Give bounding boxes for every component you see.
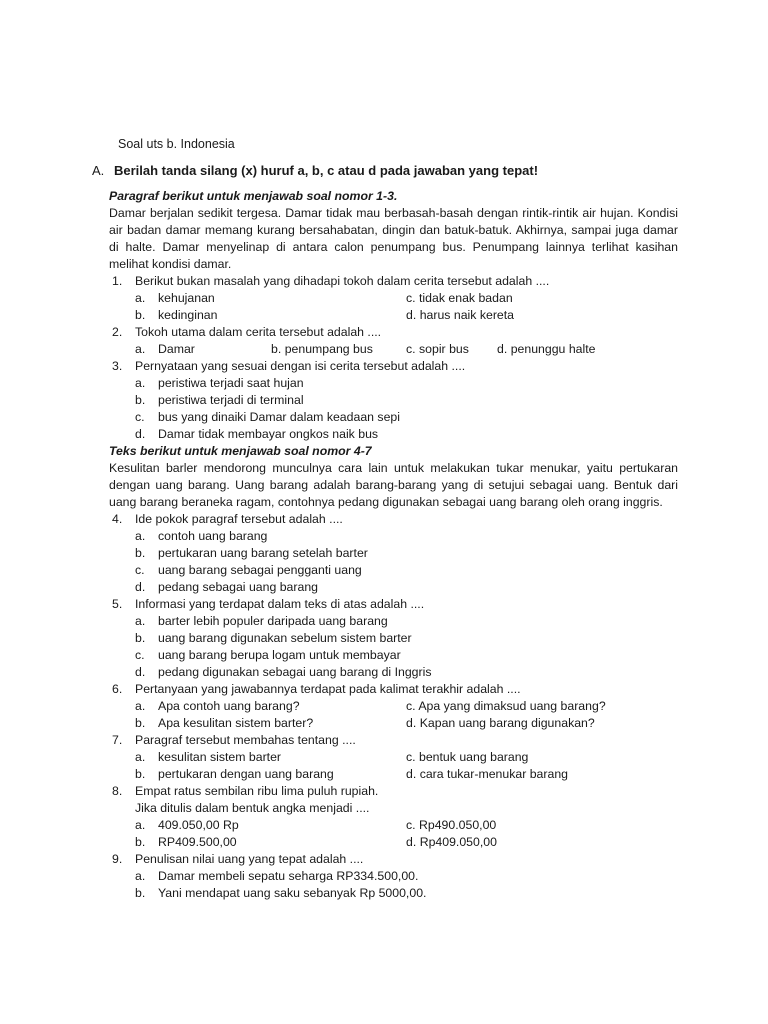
option-label: d.	[406, 308, 417, 322]
option-text: kesulitan sistem barter	[158, 750, 282, 764]
group2-intro: Teks berikut untuk menjawab soal nomor 4-7	[109, 444, 372, 458]
option-d[interactable]	[406, 307, 514, 324]
option-text: pertukaran dengan uang barang	[158, 767, 334, 781]
question-text: Tokoh utama dalam cerita tersebut adalah ....	[135, 325, 382, 339]
option-c[interactable]	[406, 817, 496, 834]
option-b[interactable]	[109, 392, 678, 409]
option-label: c.	[135, 410, 145, 424]
option-label: a.	[135, 614, 146, 628]
option-label: a.	[135, 529, 146, 543]
question-number: 9.	[112, 852, 123, 866]
option-text: tidak enak badan	[419, 291, 513, 305]
section-heading	[92, 163, 692, 178]
option-text: kehujanan	[158, 291, 215, 305]
option-label: a.	[135, 342, 146, 356]
option-text: uang barang berupa logam untuk membayar	[158, 648, 401, 662]
question-text: Informasi yang terdapat dalam teks di atas adalah ....	[135, 597, 425, 611]
option-text: Rp490.050,00	[419, 818, 497, 832]
question-text: Pertanyaan yang jawabannya terdapat pada kalimat terakhir adalah ....	[135, 682, 521, 696]
option-label: d.	[406, 716, 417, 730]
question-number: 8.	[112, 784, 123, 798]
option-label: d.	[406, 767, 417, 781]
option-b[interactable]	[135, 307, 218, 324]
option-text: RP409.500,00	[158, 835, 237, 849]
option-text: cara tukar-menukar barang	[419, 767, 569, 781]
option-text: Kapan uang barang digunakan?	[419, 716, 595, 730]
option-text: Damar	[158, 342, 195, 356]
option-d[interactable]	[406, 715, 595, 732]
option-d[interactable]	[406, 766, 568, 783]
option-text: Apa contoh uang barang?	[158, 699, 300, 713]
option-text: pertukaran uang barang setelah barter	[158, 546, 368, 560]
option-a[interactable]	[135, 698, 300, 715]
option-label: a.	[135, 750, 146, 764]
option-text: bus yang dinaiki Damar dalam keadaan sepi	[158, 410, 400, 424]
option-b[interactable]	[135, 766, 334, 783]
option-label: c.	[406, 750, 416, 764]
question-9	[109, 851, 678, 868]
option-d[interactable]	[109, 664, 678, 681]
option-label: c.	[406, 699, 416, 713]
option-row	[109, 698, 678, 715]
question-7	[109, 732, 678, 749]
option-label: b.	[135, 631, 146, 645]
option-c[interactable]	[406, 341, 469, 358]
question-5	[109, 596, 678, 613]
option-text: uang barang digunakan sebelum sistem barter	[158, 631, 412, 645]
option-b[interactable]	[271, 341, 373, 358]
question-text: Pernyataan yang sesuai dengan isi cerita tersebut adalah ....	[135, 359, 466, 373]
option-b[interactable]	[109, 545, 678, 562]
option-label: a.	[135, 869, 146, 883]
option-c[interactable]	[406, 290, 513, 307]
option-text: penunggu halte	[510, 342, 596, 356]
question-number: 6.	[112, 682, 123, 696]
option-row	[109, 834, 678, 851]
option-text: sopir bus	[419, 342, 469, 356]
option-label: d.	[497, 342, 508, 356]
question-8	[109, 783, 678, 817]
option-label: b.	[135, 767, 146, 781]
option-label: b.	[271, 342, 282, 356]
option-text: Damar tidak membayar ongkos naik bus	[158, 427, 379, 441]
option-c[interactable]	[109, 647, 678, 664]
option-label: a.	[135, 699, 146, 713]
option-b[interactable]	[135, 715, 313, 732]
option-text: barter lebih populer daripada uang barang	[158, 614, 388, 628]
option-text: pedang sebagai uang barang	[158, 580, 319, 594]
option-label: a.	[135, 376, 146, 390]
option-row	[109, 341, 678, 358]
option-text: penumpang bus	[284, 342, 373, 356]
option-label: b.	[135, 546, 146, 560]
question-number: 4.	[112, 512, 123, 526]
option-d[interactable]	[109, 579, 678, 596]
option-row	[109, 749, 678, 766]
option-text: Apa kesulitan sistem barter?	[158, 716, 314, 730]
question-number: 2.	[112, 325, 123, 339]
option-label: b.	[135, 835, 146, 849]
option-label: c.	[135, 563, 145, 577]
option-b[interactable]	[135, 834, 237, 851]
option-a[interactable]	[109, 375, 678, 392]
question-number: 7.	[112, 733, 123, 747]
option-row	[109, 307, 678, 324]
option-a[interactable]	[109, 868, 678, 885]
question-text: Ide pokok paragraf tersebut adalah ....	[135, 512, 343, 526]
question-2	[109, 324, 678, 341]
option-text: uang barang sebagai pengganti uang	[158, 563, 362, 577]
option-label: c.	[135, 648, 145, 662]
question-3	[109, 358, 678, 375]
option-d[interactable]	[109, 426, 678, 443]
group2-paragraph: Kesulitan barler mendorong munculnya cara lain untuk melakukan tukar menukar, yaitu pertukaran dengan uang barang. Uang barang adalah barang-barang yang di setujui sebagai uang. Bentuk dari uang barang beraneka ragam, contohnya pedang digunakan sebagai uang barang oleh orang inggris.	[109, 461, 678, 509]
question-number: 5.	[112, 597, 123, 611]
option-label: b.	[135, 886, 146, 900]
group1-paragraph: Damar berjalan sedikit tergesa. Damar tidak mau berbasah-basah dengan rintik-rintik air hujan. Kondisi air badan damar memang kurang bersahabatan, dingin dan batuk-batuk. Akhirnya, sampai juga damar di halte. Damar menyelinap di antara calon penumpang bus. Penumpang lainnya terlihat kasihan melihat kondisi damar.	[109, 206, 678, 271]
option-label: d.	[135, 580, 146, 594]
question-text: Paragraf tersebut membahas tentang ....	[135, 733, 356, 747]
option-text: peristiwa terjadi di terminal	[158, 393, 304, 407]
option-a[interactable]	[135, 749, 281, 766]
option-text: bentuk uang barang	[419, 750, 529, 764]
option-a[interactable]	[109, 613, 678, 630]
option-text: Yani mendapat uang saku sebanyak Rp 5000,00.	[158, 886, 427, 900]
option-c[interactable]	[406, 698, 606, 715]
option-label: c.	[406, 818, 416, 832]
option-label: c.	[406, 342, 416, 356]
section-instruction: Berilah tanda silang (x) huruf a, b, c atau d pada jawaban yang tepat!	[114, 163, 539, 178]
option-label: d.	[406, 835, 417, 849]
option-b[interactable]	[109, 885, 678, 902]
option-row	[109, 715, 678, 732]
option-row	[109, 817, 678, 834]
group1-intro: Paragraf berikut untuk menjawab soal nomor 1-3.	[109, 189, 398, 203]
option-text: Rp409.050,00	[419, 835, 497, 849]
question-1	[109, 273, 678, 290]
option-text: contoh uang barang	[158, 529, 268, 543]
option-label: a.	[135, 291, 146, 305]
option-a[interactable]	[135, 290, 215, 307]
document-title: Soal uts b. Indonesia	[118, 137, 235, 151]
option-label: b.	[135, 393, 146, 407]
question-text: Empat ratus sembilan ribu lima puluh rupiah.	[135, 784, 379, 798]
option-row	[109, 290, 678, 307]
option-a[interactable]	[109, 528, 678, 545]
option-c[interactable]	[109, 409, 678, 426]
option-label: d.	[135, 427, 146, 441]
option-text: peristiwa terjadi saat hujan	[158, 376, 304, 390]
option-a[interactable]	[135, 817, 239, 834]
option-d[interactable]	[406, 834, 497, 851]
option-c[interactable]	[406, 749, 528, 766]
option-row	[109, 766, 678, 783]
option-text: 409.050,00 Rp	[158, 818, 239, 832]
option-text: kedinginan	[158, 308, 218, 322]
question-number: 1.	[112, 274, 123, 288]
question-4	[109, 511, 678, 528]
question-text: Penulisan nilai uang yang tepat adalah ....	[135, 852, 364, 866]
option-b[interactable]	[109, 630, 678, 647]
question-6	[109, 681, 678, 698]
option-d[interactable]	[497, 341, 595, 358]
option-label: b.	[135, 716, 146, 730]
option-c[interactable]	[109, 562, 678, 579]
option-label: c.	[406, 291, 416, 305]
option-label: d.	[135, 665, 146, 679]
option-text: harus naik kereta	[419, 308, 515, 322]
option-label: b.	[135, 308, 146, 322]
section-letter: A.	[92, 163, 105, 178]
question-number: 3.	[112, 359, 123, 373]
option-text: Apa yang dimaksud uang barang?	[418, 699, 606, 713]
option-text: pedang digunakan sebagai uang barang di Inggris	[158, 665, 432, 679]
option-label: a.	[135, 818, 146, 832]
question-text-line2: Jika ditulis dalam bentuk angka menjadi ....	[135, 801, 370, 815]
option-a[interactable]	[135, 341, 195, 358]
question-content	[109, 188, 678, 902]
option-text: Damar membeli sepatu seharga RP334.500,00.	[158, 869, 419, 883]
question-text: Berikut bukan masalah yang dihadapi tokoh dalam cerita tersebut adalah ....	[135, 274, 550, 288]
